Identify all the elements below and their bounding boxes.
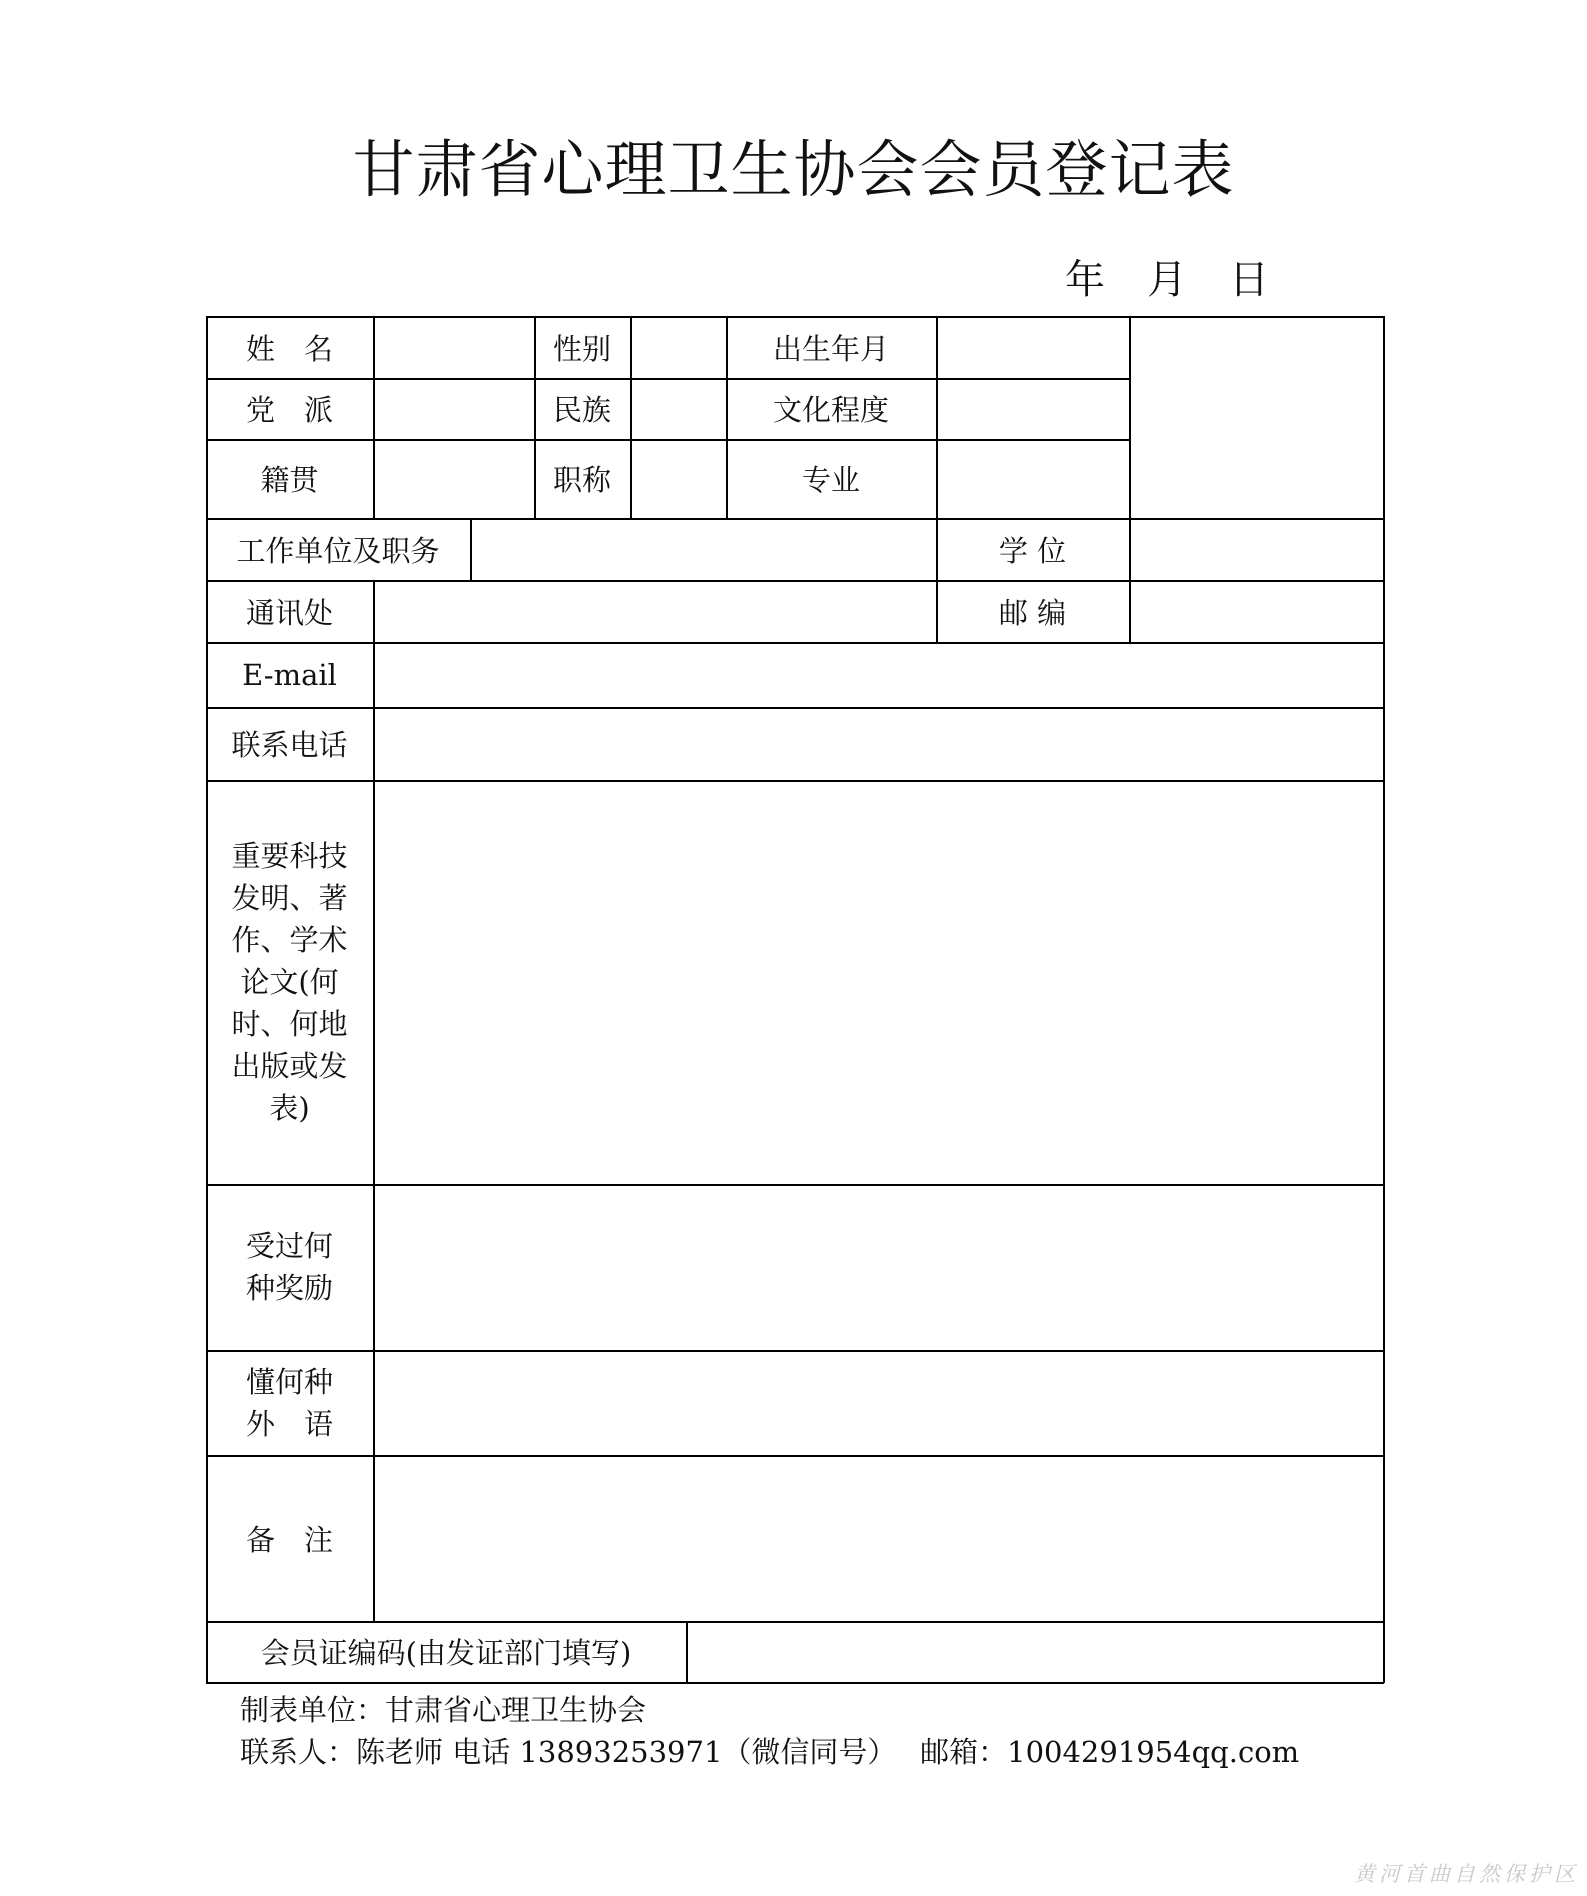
major-field[interactable] bbox=[936, 439, 1129, 518]
gender-label: 性别 bbox=[552, 331, 611, 366]
name-field[interactable] bbox=[373, 316, 534, 378]
registration-grid bbox=[206, 316, 1384, 1682]
member-code-label: 会员证编码(由发证部门填写) bbox=[260, 1636, 632, 1670]
languages-line: 懂何种 bbox=[245, 1364, 333, 1399]
date-year: 年 bbox=[1065, 257, 1105, 303]
page-title: 甘肃省心理卫生协会会员登记表 bbox=[352, 133, 1235, 206]
remarks-label: 备 注 bbox=[245, 1522, 333, 1557]
awards-line: 受过何 bbox=[245, 1229, 333, 1263]
achievements-line: 重要科技 bbox=[231, 839, 348, 873]
ethnicity-field[interactable] bbox=[630, 378, 726, 439]
watermark: 黄河首曲自然保护区 bbox=[1354, 1862, 1579, 1886]
education-label: 文化程度 bbox=[772, 393, 889, 427]
photo-box[interactable] bbox=[1129, 316, 1384, 518]
date-line bbox=[1065, 248, 1311, 305]
degree-field[interactable] bbox=[1129, 518, 1384, 580]
achievements-line: 表) bbox=[269, 1091, 310, 1125]
awards-field[interactable] bbox=[373, 1184, 1384, 1350]
birth-field[interactable] bbox=[936, 316, 1129, 378]
native-place-label: 籍贯 bbox=[260, 463, 319, 497]
achievements-line: 出版或发 bbox=[231, 1049, 348, 1083]
title-rank-label: 职称 bbox=[552, 463, 611, 497]
languages-label bbox=[206, 1350, 373, 1455]
date-day: 日 bbox=[1229, 257, 1269, 303]
contact-line: 联系人：陈老师 电话 13893253971（微信同号） 邮箱：1004291954qq.com bbox=[240, 1735, 1300, 1769]
degree-label: 学 位 bbox=[998, 533, 1067, 568]
ethnicity-label: 民族 bbox=[552, 393, 611, 427]
achievements-label bbox=[206, 780, 373, 1184]
languages-line: 外 语 bbox=[245, 1406, 333, 1441]
major-label: 专业 bbox=[801, 463, 860, 497]
achievements-line: 作、学术 bbox=[231, 923, 348, 957]
phone-label: 联系电话 bbox=[231, 728, 348, 762]
postcode-label: 邮 编 bbox=[998, 595, 1067, 630]
email-label: E-mail bbox=[242, 657, 337, 692]
work-unit-field[interactable] bbox=[470, 518, 936, 580]
title-rank-field[interactable] bbox=[630, 439, 726, 518]
email-field[interactable] bbox=[373, 642, 1384, 707]
date-month: 月 bbox=[1147, 257, 1187, 303]
achievements-field[interactable] bbox=[373, 780, 1384, 1184]
education-field[interactable] bbox=[936, 378, 1129, 439]
birth-label: 出生年月 bbox=[772, 331, 889, 366]
address-label: 通讯处 bbox=[245, 595, 333, 630]
achievements-line: 时、何地 bbox=[231, 1007, 348, 1041]
name-label: 姓 名 bbox=[245, 331, 333, 366]
gender-field[interactable] bbox=[630, 316, 726, 378]
address-field[interactable] bbox=[373, 580, 936, 642]
party-label: 党 派 bbox=[245, 393, 333, 427]
work-unit-label: 工作单位及职务 bbox=[236, 533, 440, 568]
issuer-line: 制表单位：甘肃省心理卫生协会 bbox=[240, 1693, 647, 1727]
remarks-field[interactable] bbox=[373, 1455, 1384, 1621]
party-field[interactable] bbox=[373, 378, 534, 439]
languages-field[interactable] bbox=[373, 1350, 1384, 1455]
phone-field[interactable] bbox=[373, 707, 1384, 780]
postcode-field[interactable] bbox=[1129, 580, 1384, 642]
awards-line: 种奖励 bbox=[245, 1271, 333, 1305]
native-place-field[interactable] bbox=[373, 439, 534, 518]
awards-label bbox=[206, 1184, 373, 1350]
member-code-field[interactable] bbox=[686, 1621, 1384, 1682]
achievements-line: 论文(何 bbox=[240, 965, 339, 999]
achievements-line: 发明、著 bbox=[231, 881, 348, 915]
